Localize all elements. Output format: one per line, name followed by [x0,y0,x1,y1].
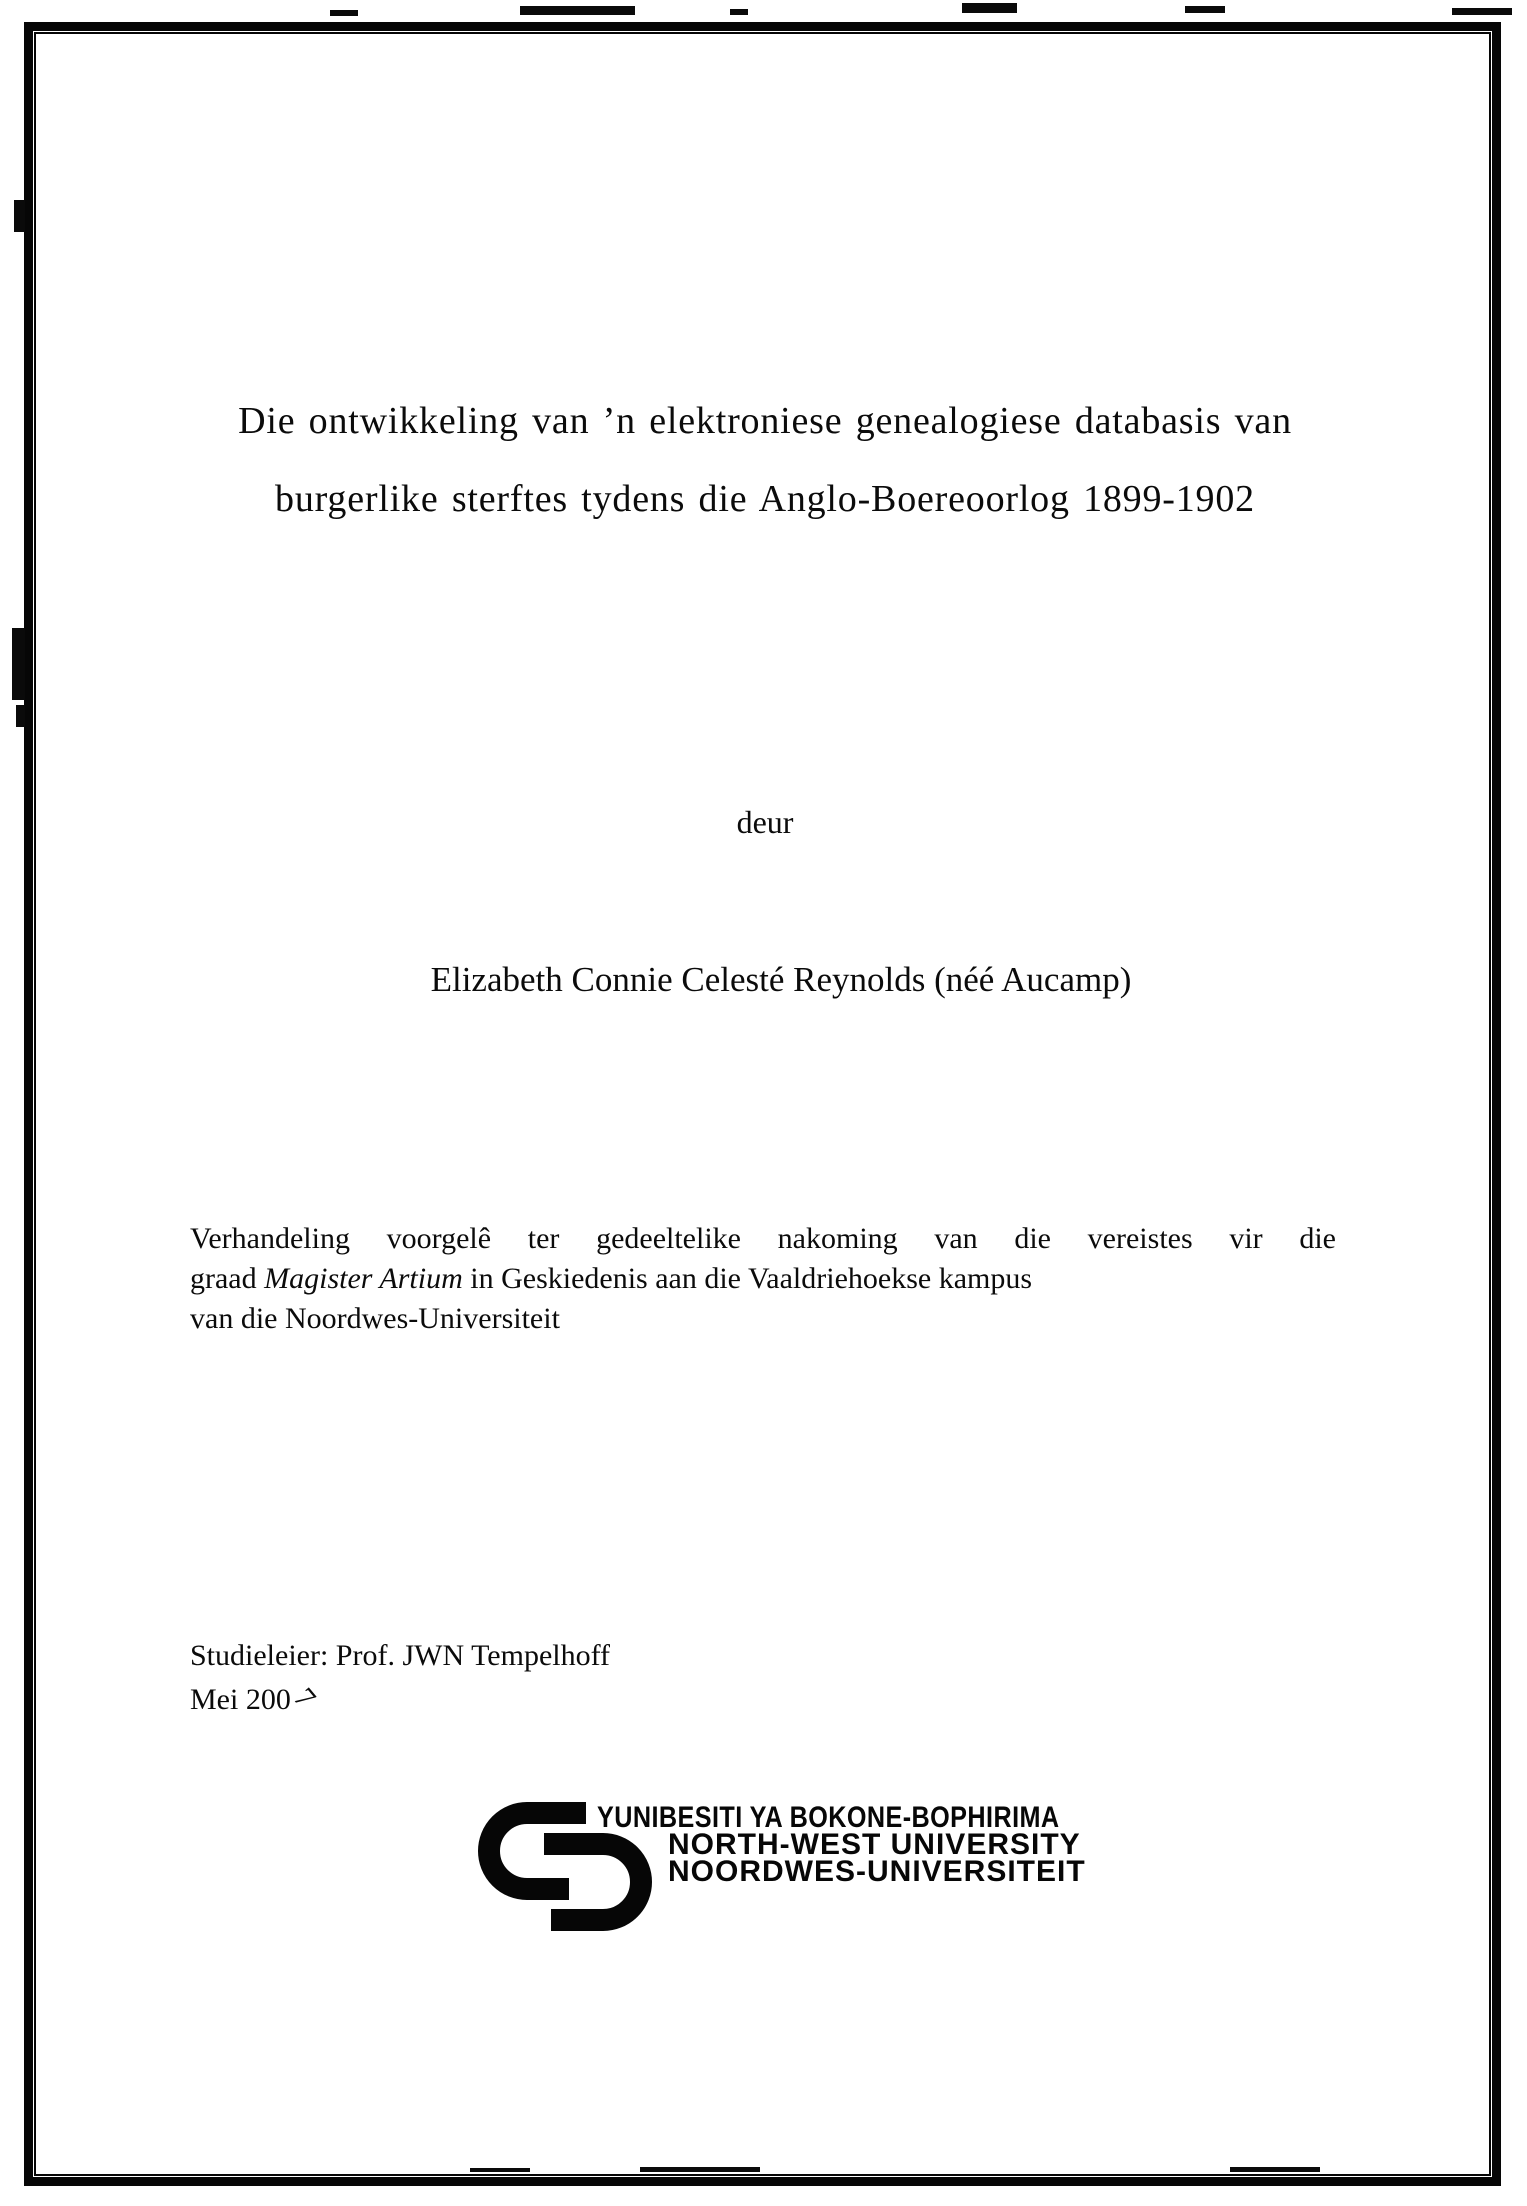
university-logo-wordmark [597,1801,1148,1888]
scan-noise [16,705,25,727]
scan-noise [330,10,358,16]
logo-line-english: NORTH-WEST UNIVERSITY [668,1828,1081,1861]
author-name: Elizabeth Connie Celesté Reynolds (néé Aucamp) [430,960,1132,999]
supervisor-block [190,1634,610,1722]
thesis-title [180,382,1350,538]
byline-label: deur [736,804,794,840]
scan-noise [520,6,635,15]
scan-noise [12,628,25,700]
declaration-line-2-prefix: graad [190,1262,265,1295]
scan-noise [1230,2167,1320,2172]
degree-name-italic: Magister Artium [264,1262,463,1295]
thesis-title-line-1: Die ontwikkeling van ’n elektroniese genealogiese databasis van [238,400,1292,442]
declaration-line-2 [190,1259,1336,1299]
scan-noise [640,2167,760,2172]
scan-noise [730,9,748,15]
logo-line-setswana: YUNIBESITI YA BOKONE-BOPHIRIMA [597,1801,1060,1834]
declaration-line-2-suffix: in Geskiedenis aan die Vaaldriehoekse kampus [462,1262,1033,1295]
skewed-seven-glyph: 7 [286,1681,322,1715]
scan-noise [1452,8,1512,15]
date-prefix: Mei 200 [190,1683,291,1716]
date-line [190,1678,610,1722]
declaration-paragraph [190,1219,1336,1339]
supervisor-line: Studieleier: Prof. JWN Tempelhoff [190,1639,611,1672]
scan-noise [1185,6,1225,13]
scan-noise [962,3,1017,13]
scan-noise [14,200,25,232]
thesis-title-line-2: burgerlike sterftes tydens die Anglo-Boereoorlog 1899-1902 [275,478,1255,520]
logo-line-afrikaans: NOORDWES-UNIVERSITEIT [668,1855,1086,1888]
declaration-line-3: van die Noordwes-Universiteit [190,1302,560,1335]
declaration-line-1: Verhandeling voorgelê ter gedeeltelike nakoming van die vereistes vir die [190,1222,1336,1255]
scan-noise [470,2168,530,2172]
